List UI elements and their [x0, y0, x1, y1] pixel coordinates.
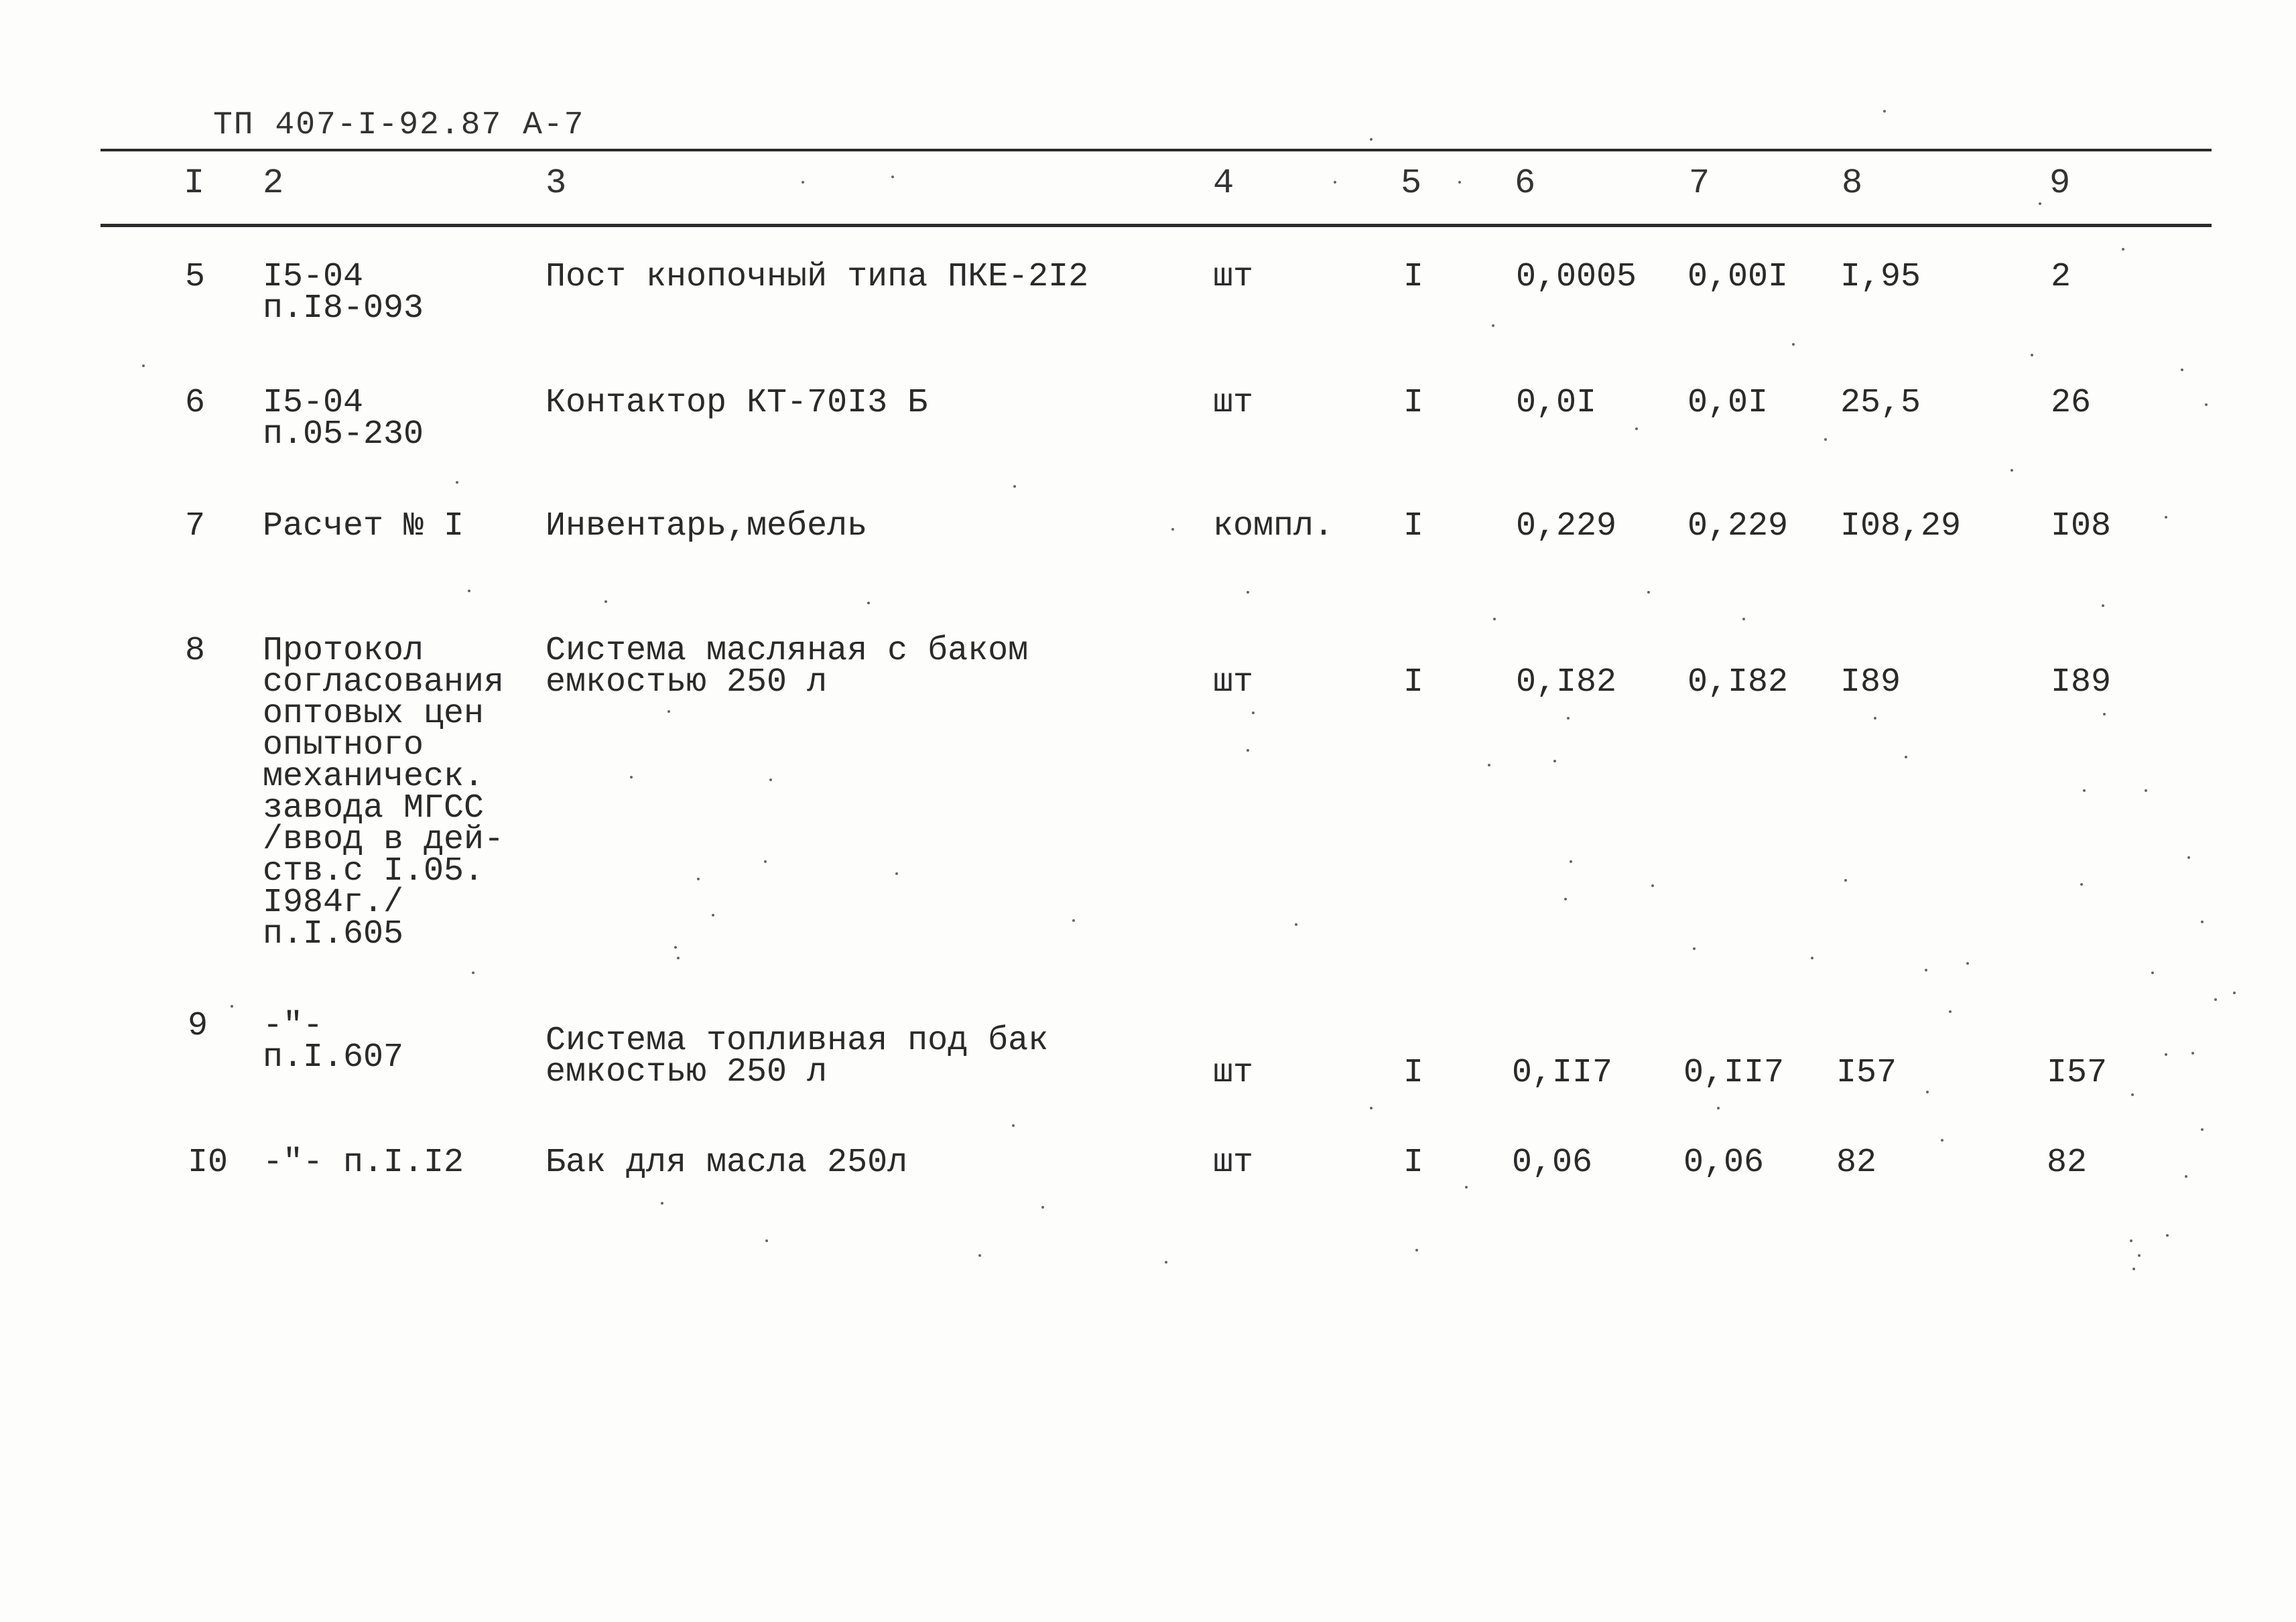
scan-speck — [456, 481, 458, 484]
scan-speck — [2102, 604, 2104, 607]
scan-speck — [2039, 202, 2041, 205]
scan-speck — [1824, 438, 1827, 441]
row-reference: -"- п.I.I2 — [263, 1144, 464, 1182]
scan-speck — [1811, 957, 1813, 959]
row-number: 6 — [185, 384, 206, 422]
row-number: 9 — [188, 1007, 208, 1045]
row-col9: 82 — [2047, 1144, 2088, 1182]
row-unit: шт — [1213, 663, 1254, 701]
scan-speck — [2083, 789, 2086, 792]
scan-speck — [2132, 1268, 2135, 1270]
scan-speck — [1488, 764, 1490, 766]
scan-speck — [1570, 860, 1572, 863]
row-unit: шт — [1213, 258, 1254, 296]
row-col8: I89 — [1840, 663, 1901, 701]
row-col8: I,95 — [1840, 258, 1921, 296]
row-number: 5 — [185, 258, 206, 296]
scan-speck — [1334, 181, 1336, 184]
row-unit: шт — [1213, 1054, 1254, 1092]
column-header-1: I — [184, 163, 205, 203]
row-col8: I57 — [1836, 1054, 1897, 1092]
row-col9: I57 — [2047, 1054, 2108, 1092]
scan-speck — [1553, 760, 1556, 762]
row-quantity: I — [1403, 1144, 1424, 1182]
scan-speck — [1966, 962, 1969, 965]
row-reference: I5-04 п.I8-093 — [263, 258, 424, 328]
scan-speck — [697, 878, 700, 880]
row-col7: 0,06 — [1683, 1144, 1765, 1182]
row-name: Пост кнопочный типа ПКЕ-2I2 — [546, 258, 1089, 296]
scan-speck — [1693, 947, 1696, 950]
row-quantity: I — [1403, 663, 1424, 701]
scan-speck — [2181, 368, 2183, 371]
column-header-9: 9 — [2049, 163, 2071, 203]
scan-speck — [231, 1005, 233, 1008]
scan-speck — [1247, 591, 1249, 594]
scan-speck — [1072, 919, 1075, 922]
row-reference: -"- п.I.607 — [263, 1007, 404, 1077]
column-header-6: 6 — [1515, 163, 1536, 203]
row-unit: шт — [1213, 384, 1254, 422]
row-name: Контактор КТ-70I3 Б — [546, 384, 928, 422]
scan-speck — [677, 957, 680, 959]
scan-speck — [1647, 591, 1650, 594]
row-col9: 26 — [2051, 384, 2092, 422]
scan-speck — [2205, 403, 2208, 406]
scan-speck — [2145, 789, 2147, 792]
row-quantity: I — [1403, 258, 1424, 296]
scan-speck — [1717, 1107, 1720, 1109]
scan-speck — [472, 971, 474, 974]
scan-speck — [1247, 749, 1249, 752]
scan-speck — [1171, 528, 1174, 531]
row-col8: 25,5 — [1840, 384, 1921, 422]
scan-speck — [1370, 138, 1373, 141]
scan-speck — [1012, 1124, 1015, 1127]
row-col6: 0,I82 — [1516, 663, 1617, 701]
row-reference: Протокол согласования оптовых цен опытного механическ. завода МГСС /ввод в дей- ств.с I.05. I984г./ п.I.605 — [263, 632, 505, 953]
scan-speck — [1370, 1107, 1373, 1109]
header-rule — [101, 224, 2212, 227]
scan-speck — [2201, 921, 2204, 923]
scan-speck — [2080, 883, 2083, 886]
scan-speck — [1742, 618, 1745, 620]
scan-speck — [604, 600, 607, 603]
scan-speck — [2166, 1234, 2169, 1237]
scan-speck — [2031, 354, 2033, 356]
scan-speck — [1844, 879, 1847, 882]
scan-speck — [1465, 1186, 1468, 1189]
scan-speck — [2103, 713, 2106, 716]
row-name: Бак для масла 250л — [546, 1144, 908, 1182]
scan-speck — [1941, 1139, 1943, 1142]
scan-speck — [2201, 1128, 2204, 1131]
row-col6: 0,06 — [1512, 1144, 1593, 1182]
column-header-5: 5 — [1401, 163, 1422, 203]
scan-speck — [1905, 756, 1907, 758]
scan-speck — [2233, 992, 2236, 994]
scan-speck — [2130, 1239, 2132, 1242]
top-rule — [101, 149, 2212, 151]
column-header-4: 4 — [1213, 163, 1234, 203]
row-col6: 0,II7 — [1512, 1054, 1613, 1092]
row-name: Система масляная с баком емкостью 250 л — [546, 632, 1029, 701]
scan-speck — [2185, 1175, 2187, 1178]
scan-speck — [769, 779, 772, 781]
row-col6: 0,0I — [1516, 384, 1597, 422]
scan-speck — [2191, 1052, 2194, 1055]
scan-speck — [1635, 427, 1638, 430]
scan-speck — [2131, 1093, 2134, 1096]
scan-speck — [895, 872, 898, 875]
row-col9: I08 — [2051, 507, 2112, 545]
column-header-3: 3 — [546, 163, 567, 203]
scan-speck — [1493, 618, 1496, 620]
scan-speck — [1492, 324, 1494, 327]
scan-speck — [1041, 1206, 1044, 1209]
row-number: 8 — [185, 632, 206, 670]
scan-speck — [765, 1239, 768, 1242]
scan-speck — [1874, 717, 1876, 720]
scan-speck — [2214, 998, 2217, 1001]
scan-speck — [2011, 469, 2013, 472]
row-col6: 0,0005 — [1516, 258, 1637, 296]
row-col7: 0,229 — [1687, 507, 1789, 545]
row-number: I0 — [188, 1144, 229, 1182]
row-name: Система топливная под бак емкостью 250 л — [546, 1022, 1049, 1091]
scan-speck — [1458, 181, 1461, 184]
scan-speck — [1165, 1261, 1167, 1264]
scan-speck — [1949, 1010, 1952, 1013]
scan-speck — [2165, 516, 2167, 519]
row-quantity: I — [1403, 1054, 1424, 1092]
scan-speck — [1013, 485, 1016, 488]
row-unit: компл. — [1213, 507, 1334, 545]
scan-speck — [2165, 1053, 2167, 1056]
row-col8: 82 — [1836, 1144, 1877, 1182]
column-header-8: 8 — [1842, 163, 1863, 203]
scan-speck — [2138, 1254, 2141, 1257]
row-col9: I89 — [2051, 663, 2112, 701]
column-header-2: 2 — [263, 163, 284, 203]
scan-speck — [712, 914, 714, 917]
scan-speck — [1883, 110, 1886, 113]
scan-speck — [142, 364, 145, 367]
scan-speck — [1792, 343, 1795, 346]
scan-speck — [1415, 1249, 1418, 1252]
row-reference: Расчет № I — [263, 507, 464, 545]
scan-speck — [667, 710, 670, 713]
scan-speck — [2122, 248, 2124, 251]
row-col7: 0,00I — [1687, 258, 1789, 296]
scan-speck — [1295, 923, 1297, 926]
scan-speck — [468, 590, 470, 592]
scan-speck — [1564, 898, 1567, 900]
scan-speck — [802, 181, 804, 184]
scan-speck — [867, 602, 870, 604]
scan-speck — [674, 946, 677, 949]
page-code: ТП 407-I-92.87 А-7 — [213, 107, 585, 143]
row-col8: I08,29 — [1840, 507, 1962, 545]
row-col9: 2 — [2051, 258, 2071, 296]
scan-speck — [1926, 1091, 1929, 1093]
scan-speck — [978, 1254, 981, 1257]
scan-speck — [764, 860, 767, 863]
row-unit: шт — [1213, 1144, 1254, 1182]
row-reference: I5-04 п.05-230 — [263, 384, 424, 454]
row-name: Инвентарь,мебель — [546, 507, 868, 545]
row-quantity: I — [1403, 507, 1424, 545]
scan-speck — [1651, 884, 1654, 887]
scan-speck — [661, 1202, 663, 1205]
scan-speck — [1925, 969, 1927, 971]
row-col7: 0,0I — [1687, 384, 1769, 422]
row-number: 7 — [185, 507, 206, 545]
scan-speck — [891, 176, 894, 178]
row-col7: 0,II7 — [1683, 1054, 1785, 1092]
column-header-7: 7 — [1689, 163, 1710, 203]
row-col7: 0,I82 — [1687, 663, 1789, 701]
scan-speck — [2187, 856, 2190, 859]
scan-speck — [630, 776, 633, 779]
row-col6: 0,229 — [1516, 507, 1617, 545]
scan-speck — [1567, 717, 1570, 720]
scan-speck — [2151, 971, 2154, 974]
row-quantity: I — [1403, 384, 1424, 422]
scan-speck — [1252, 712, 1255, 714]
